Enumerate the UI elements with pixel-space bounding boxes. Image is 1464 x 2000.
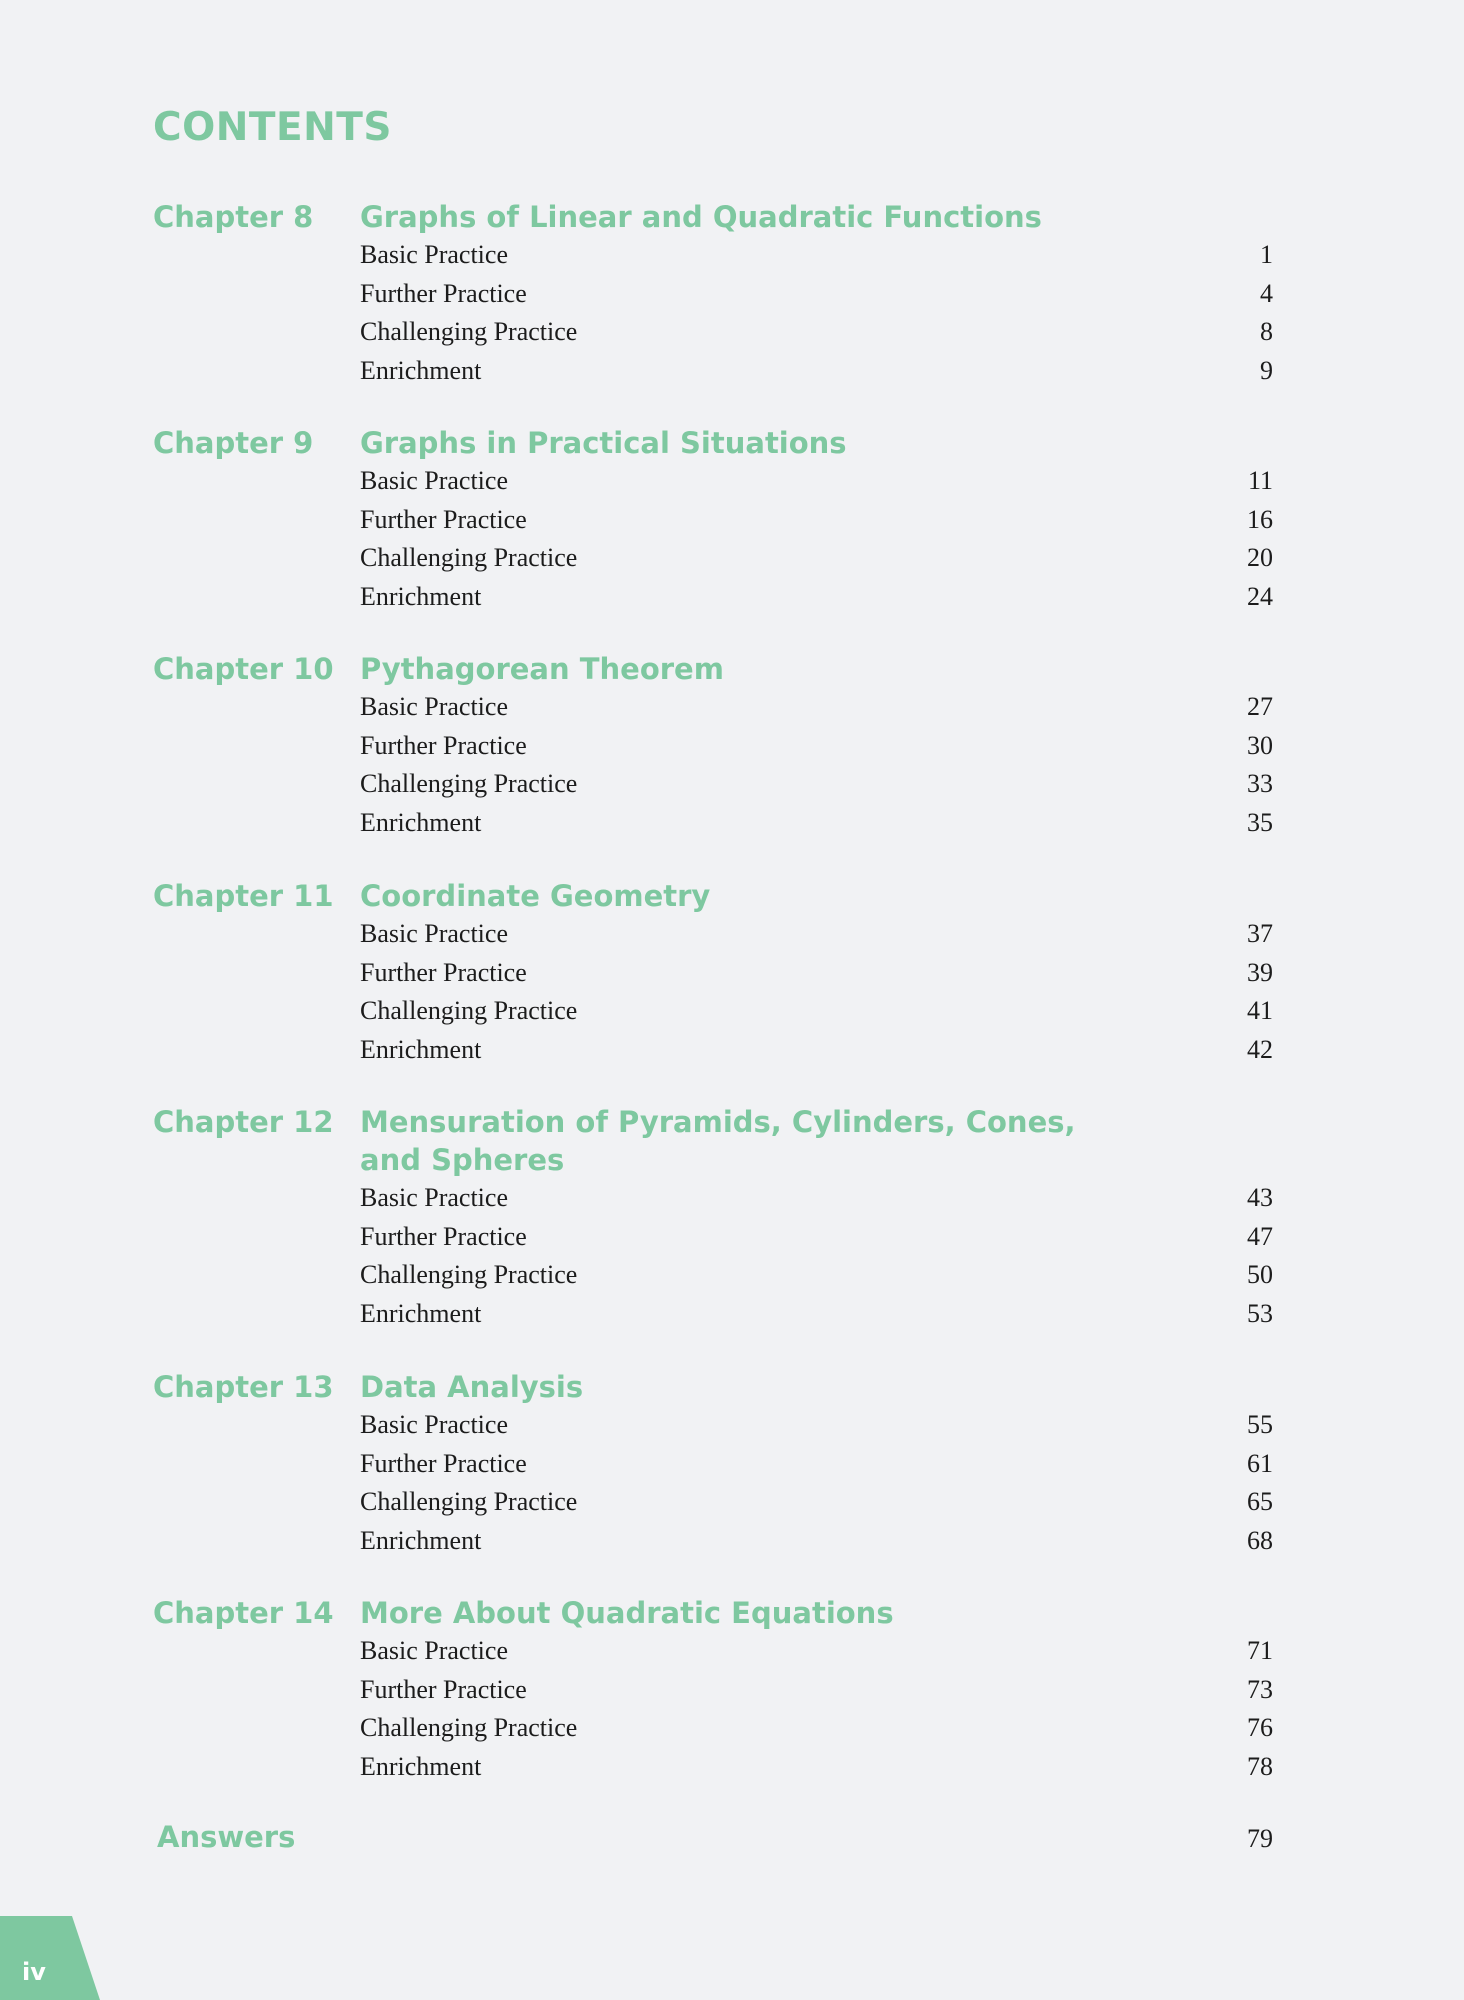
- chapter-title: Mensuration of Pyramids, Cylinders, Cones, and Spheres: [360, 1105, 1076, 1177]
- chapter-title: Coordinate Geometry: [360, 879, 711, 913]
- entry-page-number: 76: [1247, 1713, 1273, 1742]
- chapter-12-section: [153, 1103, 1273, 1333]
- chapter-title: Graphs in Practical Situations: [360, 426, 847, 460]
- entry-page-number: 4: [1260, 278, 1273, 308]
- toc-entry[interactable]: [153, 765, 1273, 804]
- toc-entry[interactable]: [153, 727, 1273, 766]
- chapter-number: Chapter 13: [153, 1370, 334, 1404]
- chapter-11-section: [153, 877, 1273, 1069]
- entry-label: Further Practice: [360, 1448, 527, 1478]
- entry-label: Enrichment: [360, 1751, 482, 1781]
- entry-label: Basic Practice: [360, 1410, 508, 1439]
- entry-label: Challenging Practice: [360, 769, 578, 798]
- entry-label: Enrichment: [360, 1034, 482, 1064]
- chapter-heading: [153, 877, 1273, 915]
- entry-page-number: 1: [1260, 240, 1273, 269]
- entry-label: Further Practice: [360, 730, 527, 760]
- entry-label: Basic Practice: [360, 466, 508, 495]
- toc-entry[interactable]: [153, 539, 1273, 578]
- entry-page-number: 71: [1247, 1636, 1273, 1665]
- chapter-number: Chapter 9: [153, 426, 314, 460]
- chapter-heading: [153, 424, 1273, 462]
- chapter-9-section: [153, 424, 1273, 616]
- toc-entry[interactable]: [153, 1218, 1273, 1257]
- entry-page-number: 30: [1247, 730, 1273, 760]
- entry-label: Challenging Practice: [360, 317, 578, 346]
- entry-label: Basic Practice: [360, 1636, 508, 1665]
- entry-page-number: 43: [1247, 1183, 1273, 1212]
- entry-label: Enrichment: [360, 1525, 482, 1555]
- chapter-heading: [153, 198, 1273, 236]
- toc-entry[interactable]: [153, 1295, 1273, 1334]
- chapter-title: Data Analysis: [360, 1370, 584, 1404]
- entry-page-number: 41: [1247, 996, 1273, 1025]
- entry-label: Further Practice: [360, 1221, 527, 1251]
- entry-label: Challenging Practice: [360, 996, 578, 1025]
- chapter-heading: [153, 1368, 1273, 1406]
- page-tab: [0, 1916, 100, 2000]
- chapter-heading: [153, 1103, 1273, 1179]
- toc-entry[interactable]: [153, 462, 1273, 501]
- toc-entry[interactable]: [153, 578, 1273, 617]
- chapter-title: More About Quadratic Equations: [360, 1596, 894, 1630]
- toc-entry[interactable]: [153, 688, 1273, 727]
- entry-label: Challenging Practice: [360, 1487, 578, 1516]
- entry-page-number: 78: [1247, 1751, 1273, 1781]
- entry-label: Basic Practice: [360, 692, 508, 721]
- entry-page-number: 35: [1247, 807, 1273, 837]
- entry-label: Enrichment: [360, 581, 482, 611]
- toc-entry[interactable]: [153, 992, 1273, 1031]
- answers-entry[interactable]: [157, 1820, 1273, 1854]
- entry-label: Enrichment: [360, 1298, 482, 1328]
- entry-page-number: 8: [1260, 317, 1273, 346]
- page-title: CONTENTS: [153, 105, 392, 150]
- entry-page-number: 33: [1247, 769, 1273, 798]
- entry-label: Basic Practice: [360, 919, 508, 948]
- toc-entry[interactable]: [153, 804, 1273, 843]
- answers-page-number: 79: [1247, 1824, 1273, 1853]
- toc-entry[interactable]: [153, 1031, 1273, 1070]
- entry-label: Further Practice: [360, 1674, 527, 1704]
- entry-page-number: 65: [1247, 1487, 1273, 1516]
- toc-entry[interactable]: [153, 954, 1273, 993]
- toc-entry[interactable]: [153, 1709, 1273, 1748]
- chapter-heading: [153, 1594, 1273, 1632]
- chapter-title: Graphs of Linear and Quadratic Functions: [360, 200, 1042, 234]
- toc-entry[interactable]: [153, 1445, 1273, 1484]
- entry-label: Further Practice: [360, 504, 527, 534]
- entry-page-number: 42: [1247, 1034, 1273, 1064]
- entry-label: Challenging Practice: [360, 1713, 578, 1742]
- toc-entry[interactable]: [153, 1632, 1273, 1671]
- answers-label: Answers: [157, 1820, 296, 1854]
- entry-label: Further Practice: [360, 278, 527, 308]
- entry-page-number: 16: [1247, 504, 1273, 534]
- entry-label: Enrichment: [360, 807, 482, 837]
- toc-entry[interactable]: [153, 501, 1273, 540]
- entry-label: Basic Practice: [360, 240, 508, 269]
- entry-page-number: 61: [1247, 1448, 1273, 1478]
- chapter-number: Chapter 8: [153, 200, 314, 234]
- entry-page-number: 73: [1247, 1674, 1273, 1704]
- entry-page-number: 53: [1247, 1298, 1273, 1328]
- toc-entry[interactable]: [153, 1406, 1273, 1445]
- entry-page-number: 55: [1247, 1410, 1273, 1439]
- entry-label: Challenging Practice: [360, 543, 578, 572]
- chapter-title: Pythagorean Theorem: [360, 652, 724, 686]
- entry-page-number: 50: [1247, 1260, 1273, 1289]
- entry-label: Further Practice: [360, 957, 527, 987]
- page-number: iv: [22, 1958, 46, 1986]
- chapter-heading: [153, 650, 1273, 688]
- entry-page-number: 47: [1247, 1221, 1273, 1251]
- chapter-number: Chapter 11: [153, 879, 334, 913]
- entry-page-number: 20: [1247, 543, 1273, 572]
- chapter-13-section: [153, 1368, 1273, 1560]
- chapter-number: Chapter 12: [153, 1105, 334, 1139]
- chapter-10-section: [153, 650, 1273, 842]
- chapter-number: Chapter 10: [153, 652, 334, 686]
- entry-label: Enrichment: [360, 355, 482, 385]
- entry-page-number: 27: [1247, 692, 1273, 721]
- entry-page-number: 39: [1247, 957, 1273, 987]
- chapter-14-section: [153, 1594, 1273, 1786]
- toc-entry[interactable]: [153, 1256, 1273, 1295]
- toc-entry[interactable]: [153, 275, 1273, 314]
- toc-entry[interactable]: [153, 236, 1273, 275]
- toc-entry[interactable]: [153, 1748, 1273, 1787]
- entry-page-number: 37: [1247, 919, 1273, 948]
- toc-entry[interactable]: [153, 1671, 1273, 1710]
- toc-entry[interactable]: [153, 1483, 1273, 1522]
- toc-entry[interactable]: [153, 352, 1273, 391]
- entry-page-number: 24: [1247, 581, 1273, 611]
- entry-page-number: 11: [1247, 466, 1273, 495]
- chapter-number: Chapter 14: [153, 1596, 334, 1630]
- entry-label: Challenging Practice: [360, 1260, 578, 1289]
- chapter-8-section: [153, 198, 1273, 390]
- toc-entry[interactable]: [153, 1522, 1273, 1561]
- toc-entry[interactable]: [153, 1179, 1273, 1218]
- toc-entry[interactable]: [153, 313, 1273, 352]
- entry-page-number: 9: [1260, 355, 1273, 385]
- entry-label: Basic Practice: [360, 1183, 508, 1212]
- entry-page-number: 68: [1247, 1525, 1273, 1555]
- toc-entry[interactable]: [153, 915, 1273, 954]
